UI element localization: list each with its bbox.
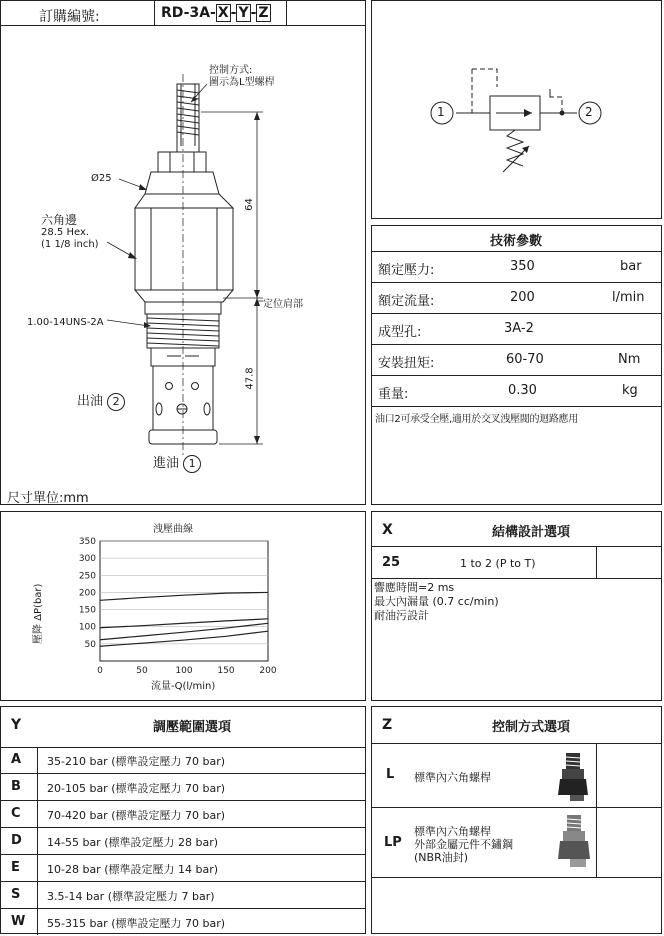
x-header-code: X [382,522,393,538]
tech-label: 成型孔: [378,325,422,340]
tech-row [372,314,661,345]
y-option-desc: 10-28 bar (標準設定壓力 14 bar) [47,863,219,876]
relief-valve-symbol [372,1,661,218]
z-row-desc: 標準內六角螺桿 [414,825,491,838]
tech-unit: l/min [612,290,645,305]
y-option-row [1,828,365,855]
z-row-code: L [386,767,395,782]
tech-row [372,376,661,407]
z-row-desc: 外部金屬元件不鏽鋼 [414,838,513,851]
x-note: 耐油污設計 [374,609,429,622]
y-option-row [1,855,365,882]
y-option-row [1,774,365,801]
valve-cross-section-drawing [1,26,365,486]
thread-label: 1.00-14UNS-2A [27,317,104,328]
unit-label: 尺寸單位:mm [7,491,89,506]
y-tick-label: 150 [78,605,96,616]
tech-label: 額定流量: [378,294,435,309]
y-header-code: Y [11,717,22,733]
y-option-desc: 55-315 bar (標準設定壓力 70 bar) [47,917,226,930]
control-note-line1: 控制方式: [209,65,253,76]
y-option-desc: 14-55 bar (標準設定壓力 28 bar) [47,836,219,849]
order-code-value: RD-3A- X - Y - Z [161,5,269,21]
x-header-title: 結構設計選項 [492,525,571,540]
z-header-title: 控制方式選項 [492,720,571,735]
y-option-code: A [11,752,22,767]
y-option-desc: 70-420 bar (標準設定壓力 70 bar) [47,809,226,822]
tech-value: 0.30 [508,383,537,398]
x-row-desc: 1 to 2 (P to T) [460,557,536,570]
y-option-row [1,801,365,828]
y-tick-label: 100 [78,622,96,633]
y-tick-label: 250 [78,571,96,582]
y-tick-label: 50 [84,639,96,650]
plot-area-frame [100,541,268,661]
chart-ylabel: 壓降 ΔP(bar) [33,583,44,644]
hex-screw-icon [558,751,594,803]
pressure-drop-chart [1,512,365,700]
y-tick-label: 350 [78,537,96,547]
dim-64: 64 [243,198,255,211]
x-note: 響應時間=2 ms [374,581,455,594]
tech-label: 額定壓力: [378,263,435,278]
z-header-code: Z [382,717,393,733]
y-option-desc: 35-210 bar (標準設定壓力 70 bar) [47,755,226,768]
y-option-code: W [11,914,26,929]
tech-row [372,345,661,376]
tech-row [372,283,661,314]
y-options-panel [0,706,366,934]
y-option-code: D [11,833,22,848]
tech-value: 200 [510,290,535,305]
x-tick-label: 150 [217,666,235,676]
hex-label-line3: (1 1/8 inch) [41,239,99,250]
chart-title: 洩壓曲線 [153,524,193,535]
x-tick-label: 50 [136,666,148,676]
locating-shoulder-label: 定位肩部 [263,299,303,310]
hex-label-line1: 六角邊 [41,213,78,227]
z-row-desc: 標準內六角螺桿 [414,771,491,784]
tech-unit: Nm [618,352,641,367]
y-option-code: E [11,860,20,875]
control-note-line2: 圖示為L型螺桿 [209,77,275,88]
x-tick-label: 200 [259,666,277,676]
tech-row [372,252,661,283]
y-option-code: B [11,779,21,794]
tech-unit: kg [622,383,638,398]
hex-label-line2: 28.5 Hex. [41,227,90,238]
tech-value: 350 [510,259,535,274]
port-1-label: 1 [437,105,445,119]
tech-label: 安裝扭矩: [378,356,435,371]
tech-specs-panel [371,225,662,505]
inlet-label: 進油 1 [153,452,201,473]
y-option-row [1,882,365,909]
x-note: 最大內漏量 (0.7 cc/min) [374,595,499,608]
port-2-label: 2 [585,105,593,119]
tech-value: 3A-2 [504,321,534,336]
y-option-code: S [11,887,21,902]
x-options-panel [371,511,662,701]
drawing-panel [0,0,366,505]
dim-47-8: 47.8 [244,367,256,390]
tech-value: 60-70 [506,352,544,367]
x-row-code: 25 [382,555,401,570]
hex-screw-stainless-icon [558,813,594,871]
y-tick-label: 300 [78,554,96,565]
y-option-code: C [11,806,21,821]
x-tick-label: 0 [97,666,103,676]
diameter-label: Ø25 [91,173,112,184]
tech-title: 技術參數 [490,234,543,249]
chart-xlabel: 流量-Q(l/min) [151,681,216,692]
tech-unit: bar [620,259,642,274]
chart-panel [0,511,366,701]
order-code-label: 訂購編號: [39,9,100,25]
y-option-row [1,909,365,936]
y-header-title: 調壓範圍選項 [153,720,232,735]
z-options-panel [371,706,662,934]
tech-note: 油口2可承受全壓,適用於交叉洩壓閥的迴路應用 [375,414,578,425]
z-row-desc: (NBR油封) [414,851,469,864]
y-option-desc: 20-105 bar (標準設定壓力 70 bar) [47,782,226,795]
y-option-desc: 3.5-14 bar (標準設定壓力 7 bar) [47,890,215,903]
tech-label: 重量: [378,387,409,402]
z-row-code: LP [384,835,402,850]
x-tick-label: 100 [175,666,193,676]
outlet-label: 出油 2 [77,390,125,411]
hydraulic-symbol-panel [371,0,662,219]
y-tick-label: 200 [78,588,96,599]
y-option-row [1,747,365,774]
